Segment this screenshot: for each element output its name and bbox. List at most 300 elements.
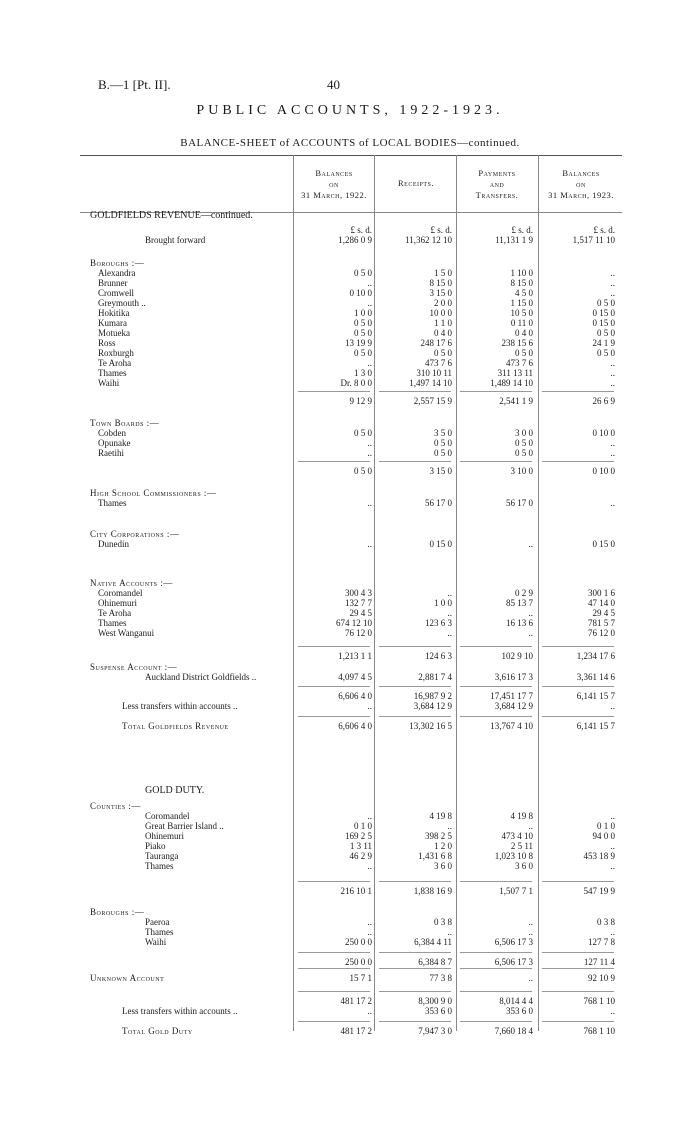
cell-value: .. bbox=[367, 861, 372, 871]
subtotal-rule bbox=[542, 991, 614, 992]
cell-value: 8,300 9 0 bbox=[418, 996, 452, 1006]
cell-value: .. bbox=[447, 628, 452, 638]
column-header-line: on bbox=[576, 179, 586, 189]
cell-value: .. bbox=[367, 811, 372, 821]
cell-value: 1 5 0 bbox=[434, 268, 452, 278]
row-label: City Corporations :— bbox=[90, 529, 180, 539]
cell-value: 238 15 6 bbox=[501, 338, 533, 348]
cell-value: 17,451 17 7 bbox=[490, 691, 533, 701]
subtotal-rule bbox=[460, 686, 532, 687]
cell-value: 11,131 1 9 bbox=[495, 235, 533, 245]
cell-value: 3 5 0 bbox=[434, 428, 452, 438]
table-row bbox=[0, 465, 700, 477]
cell-value: 16 13 6 bbox=[506, 618, 533, 628]
cell-value: 674 12 10 bbox=[336, 618, 372, 628]
row-label: Roxburgh bbox=[98, 348, 134, 358]
cell-value: 123 6 3 bbox=[425, 618, 452, 628]
cell-value: .. bbox=[610, 278, 615, 288]
table-row bbox=[0, 395, 700, 407]
cell-value: 0 5 0 bbox=[597, 348, 615, 358]
row-label: Native Accounts :— bbox=[90, 578, 173, 588]
cell-value: 1 0 0 bbox=[354, 308, 372, 318]
cell-value: .. bbox=[367, 438, 372, 448]
cell-value: .. bbox=[610, 438, 615, 448]
cell-value: 1,489 14 10 bbox=[490, 378, 533, 388]
row-label: Alexandra bbox=[98, 268, 136, 278]
cell-value: Dr. 8 0 0 bbox=[340, 378, 372, 388]
cell-value: .. bbox=[447, 608, 452, 618]
subtotal-rule bbox=[379, 716, 451, 717]
subtotal-rule bbox=[298, 461, 370, 462]
table-row bbox=[0, 720, 700, 732]
row-label: Town Boards :— bbox=[90, 418, 160, 428]
cell-value: 169 2 5 bbox=[345, 831, 372, 841]
column-header bbox=[541, 168, 621, 201]
cell-value: 300 4 3 bbox=[345, 588, 372, 598]
cell-value: 0 1 0 bbox=[597, 821, 615, 831]
page-title: PUBLIC ACCOUNTS, 1922-1923. bbox=[196, 103, 504, 118]
cell-value: 781 5 7 bbox=[588, 618, 615, 628]
subtotal-rule bbox=[542, 952, 614, 953]
table-row bbox=[0, 972, 700, 984]
cell-value: 1,286 0 9 bbox=[338, 235, 372, 245]
row-label: Counties :— bbox=[90, 801, 141, 811]
subtotal-rule bbox=[460, 881, 532, 882]
unit-label: £ s. d. bbox=[430, 225, 452, 235]
cell-value: 127 7 8 bbox=[588, 937, 615, 947]
cell-value: 0 5 0 bbox=[354, 268, 372, 278]
section-heading-goldfields: GOLDFIELDS REVENUE—continued. bbox=[90, 210, 253, 221]
cell-value: 1,213 1 1 bbox=[338, 651, 372, 661]
row-label: Te Aroha bbox=[98, 608, 132, 618]
cell-value: 248 17 6 bbox=[420, 338, 452, 348]
cell-value: .. bbox=[610, 268, 615, 278]
cell-value: .. bbox=[610, 498, 615, 508]
column-header-line: Balances bbox=[315, 168, 353, 178]
table-row bbox=[0, 1025, 700, 1037]
cell-value: .. bbox=[367, 278, 372, 288]
cell-value: .. bbox=[447, 821, 452, 831]
table-row bbox=[0, 377, 700, 389]
cell-value: 29 4 5 bbox=[349, 608, 372, 618]
cell-value: 3 10 0 bbox=[510, 466, 533, 476]
cell-value: 3,684 12 9 bbox=[413, 701, 452, 711]
table-row bbox=[0, 671, 700, 683]
row-label: Ohinemuri bbox=[145, 831, 184, 841]
subtotal-rule bbox=[460, 968, 532, 969]
row-label: Unknown Account bbox=[90, 973, 165, 983]
cell-value: .. bbox=[610, 701, 615, 711]
cell-value: 1 0 0 bbox=[434, 598, 452, 608]
cell-value: 0 5 0 bbox=[354, 328, 372, 338]
unit-label: £ s. d. bbox=[593, 225, 615, 235]
row-label: Coromandel bbox=[98, 588, 143, 598]
subtotal-rule bbox=[379, 881, 451, 882]
cell-value: 3,684 12 9 bbox=[494, 701, 533, 711]
cell-value: 76 12 0 bbox=[345, 628, 372, 638]
subtotal-rule bbox=[379, 968, 451, 969]
cell-value: 3 6 0 bbox=[515, 861, 533, 871]
subtotal-rule bbox=[379, 952, 451, 953]
cell-value: 250 0 0 bbox=[345, 937, 372, 947]
table-row bbox=[0, 627, 700, 639]
cell-value: .. bbox=[367, 917, 372, 927]
subtotal-rule bbox=[542, 391, 614, 392]
table-row bbox=[0, 538, 700, 550]
row-label: Piako bbox=[145, 841, 166, 851]
cell-value: 768 1 10 bbox=[583, 1026, 615, 1036]
subtotal-rule bbox=[298, 968, 370, 969]
cell-value: 353 6 0 bbox=[506, 1006, 533, 1016]
row-label: Great Barrier Island .. bbox=[145, 821, 224, 831]
table-row bbox=[0, 234, 700, 246]
subtotal-rule bbox=[542, 1021, 614, 1022]
cell-value: 0 15 0 bbox=[592, 539, 615, 549]
row-label: Ross bbox=[98, 338, 116, 348]
table-row bbox=[0, 700, 700, 712]
cell-value: 0 15 0 bbox=[592, 318, 615, 328]
cell-value: 0 5 0 bbox=[354, 428, 372, 438]
cell-value: 398 2 5 bbox=[425, 831, 452, 841]
cell-value: 6,506 17 3 bbox=[494, 957, 533, 967]
cell-value: .. bbox=[610, 358, 615, 368]
cell-value: 8,014 4 4 bbox=[499, 996, 533, 1006]
cell-value: 92 10 9 bbox=[588, 973, 615, 983]
row-label: Total Gold Duty bbox=[122, 1026, 193, 1036]
cell-value: 26 6 9 bbox=[592, 396, 615, 406]
column-header bbox=[459, 168, 535, 201]
cell-value: .. bbox=[447, 927, 452, 937]
cell-value: 0 5 0 bbox=[354, 348, 372, 358]
cell-value: .. bbox=[367, 448, 372, 458]
cell-value: .. bbox=[528, 628, 533, 638]
row-label: High School Commissioners :— bbox=[90, 488, 217, 498]
cell-value: 2,557 15 9 bbox=[413, 396, 452, 406]
cell-value: 481 17 2 bbox=[340, 1026, 372, 1036]
cell-value: 0 5 0 bbox=[597, 298, 615, 308]
row-label: Thames bbox=[145, 861, 174, 871]
subtotal-rule bbox=[460, 646, 532, 647]
cell-value: .. bbox=[367, 498, 372, 508]
cell-value: 353 6 0 bbox=[425, 1006, 452, 1016]
cell-value: 0 3 8 bbox=[434, 917, 452, 927]
cell-value: 1 3 11 bbox=[349, 841, 372, 851]
cell-value: 4 5 0 bbox=[515, 288, 533, 298]
row-label: Thames bbox=[98, 368, 127, 378]
row-label: Less transfers within accounts .. bbox=[122, 701, 238, 711]
subtotal-rule bbox=[379, 686, 451, 687]
cell-value: 124 6 3 bbox=[425, 651, 452, 661]
cell-value: 473 7 6 bbox=[506, 358, 533, 368]
cell-value: 453 18 9 bbox=[583, 851, 615, 861]
column-header bbox=[297, 168, 371, 201]
cell-value: 6,506 17 3 bbox=[494, 937, 533, 947]
cell-value: 11,362 12 10 bbox=[405, 235, 452, 245]
subtotal-rule bbox=[460, 391, 532, 392]
column-header-line: Receipts. bbox=[398, 178, 434, 188]
cell-value: 9 12 9 bbox=[349, 396, 372, 406]
row-label: Boroughs :— bbox=[90, 258, 145, 268]
cell-value: .. bbox=[528, 917, 533, 927]
cell-value: .. bbox=[610, 861, 615, 871]
row-label: West Wanganui bbox=[98, 628, 155, 638]
cell-value: .. bbox=[610, 448, 615, 458]
cell-value: 1 15 0 bbox=[510, 298, 533, 308]
cell-value: .. bbox=[610, 841, 615, 851]
cell-value: .. bbox=[610, 811, 615, 821]
cell-value: 3,616 17 3 bbox=[494, 672, 533, 682]
cell-value: 547 19 9 bbox=[583, 886, 615, 896]
column-header-line: and bbox=[489, 179, 505, 189]
subtotal-rule bbox=[542, 968, 614, 969]
cell-value: 132 7 7 bbox=[345, 598, 372, 608]
cell-value: 6,606 4 0 bbox=[338, 721, 372, 731]
cell-value: 13,767 4 10 bbox=[490, 721, 533, 731]
cell-value: .. bbox=[367, 701, 372, 711]
cell-value: .. bbox=[610, 288, 615, 298]
cell-value: .. bbox=[528, 927, 533, 937]
row-label: Brought forward bbox=[145, 235, 206, 245]
subtotal-rule bbox=[542, 716, 614, 717]
subtotal-rule bbox=[379, 461, 451, 462]
row-label: Cobden bbox=[98, 428, 126, 438]
row-label: Raetihi bbox=[98, 448, 124, 458]
table-row bbox=[0, 497, 700, 509]
cell-value: 6,384 4 11 bbox=[414, 937, 452, 947]
cell-value: 6,141 15 7 bbox=[576, 691, 615, 701]
cell-value: 13 19 9 bbox=[345, 338, 372, 348]
table-row bbox=[0, 1005, 700, 1017]
cell-value: 300 1 6 bbox=[588, 588, 615, 598]
cell-value: 8 15 0 bbox=[429, 278, 452, 288]
cell-value: 1,838 16 9 bbox=[413, 886, 452, 896]
row-label: Auckland District Goldfields .. bbox=[145, 672, 257, 682]
cell-value: 2,541 1 9 bbox=[499, 396, 533, 406]
row-label: Kumara bbox=[98, 318, 127, 328]
cell-value: 77 3 8 bbox=[429, 973, 452, 983]
cell-value: 0 10 0 bbox=[592, 466, 615, 476]
table-row bbox=[0, 885, 700, 897]
row-label: Cromwell bbox=[98, 288, 134, 298]
cell-value: 4 19 8 bbox=[510, 811, 533, 821]
table-row bbox=[0, 956, 700, 968]
cell-value: .. bbox=[367, 539, 372, 549]
subtotal-rule bbox=[542, 461, 614, 462]
subtotal-rule bbox=[542, 646, 614, 647]
cell-value: 1 3 0 bbox=[354, 368, 372, 378]
column-header-line: 31 March, 1923. bbox=[548, 190, 614, 200]
subtotal-rule bbox=[460, 716, 532, 717]
table-row bbox=[0, 860, 700, 872]
cell-value: 0 11 0 bbox=[510, 318, 533, 328]
cell-value: .. bbox=[528, 973, 533, 983]
cell-value: 0 4 0 bbox=[515, 328, 533, 338]
row-label: Greymouth .. bbox=[98, 298, 146, 308]
column-header-line: Transfers. bbox=[475, 190, 519, 200]
subtotal-rule bbox=[542, 881, 614, 882]
row-label: Opunake bbox=[98, 438, 131, 448]
cell-value: 24 1 9 bbox=[592, 338, 615, 348]
cell-value: 0 5 0 bbox=[354, 318, 372, 328]
cell-value: 4 19 8 bbox=[429, 811, 452, 821]
cell-value: 0 5 0 bbox=[354, 466, 372, 476]
subtotal-rule bbox=[460, 991, 532, 992]
cell-value: 7,947 3 0 bbox=[418, 1026, 452, 1036]
cell-value: 3 15 0 bbox=[429, 466, 452, 476]
row-label: Waihi bbox=[98, 378, 120, 388]
column-header-line: 31 March, 1922. bbox=[301, 190, 367, 200]
row-label: Hokitika bbox=[98, 308, 130, 318]
row-label: Coromandel bbox=[145, 811, 190, 821]
cell-value: 768 1 10 bbox=[583, 996, 615, 1006]
cell-value: 3 0 0 bbox=[515, 428, 533, 438]
cell-value: 0 10 0 bbox=[349, 288, 372, 298]
row-label: Thames bbox=[98, 498, 127, 508]
subtotal-rule bbox=[379, 1021, 451, 1022]
unit-label: £ s. d. bbox=[511, 225, 533, 235]
cell-value: 473 4 10 bbox=[501, 831, 533, 841]
section-heading-gold-duty: GOLD DUTY. bbox=[145, 785, 205, 796]
cell-value: 2 5 11 bbox=[510, 841, 533, 851]
subtotal-rule bbox=[298, 952, 370, 953]
page-number: 40 bbox=[327, 77, 340, 92]
cell-value: 0 5 0 bbox=[597, 328, 615, 338]
subtotal-rule bbox=[379, 391, 451, 392]
row-label: Thames bbox=[145, 927, 174, 937]
report-reference: B.—1 [Pt. II]. bbox=[98, 77, 171, 92]
cell-value: 0 5 0 bbox=[434, 438, 452, 448]
row-label: Less transfers within accounts .. bbox=[122, 1006, 238, 1016]
cell-value: 13,302 16 5 bbox=[409, 721, 452, 731]
subtotal-rule bbox=[298, 391, 370, 392]
row-label: Thames bbox=[98, 618, 127, 628]
cell-value: 6,141 15 7 bbox=[576, 721, 615, 731]
cell-value: 0 4 0 bbox=[434, 328, 452, 338]
cell-value: 0 10 0 bbox=[592, 428, 615, 438]
cell-value: 56 17 0 bbox=[506, 498, 533, 508]
subtotal-rule bbox=[298, 991, 370, 992]
row-label: Tauranga bbox=[145, 851, 179, 861]
cell-value: 1,517 11 10 bbox=[572, 235, 615, 245]
subtotal-rule bbox=[460, 1021, 532, 1022]
cell-value: .. bbox=[528, 539, 533, 549]
cell-value: .. bbox=[610, 368, 615, 378]
cell-value: .. bbox=[610, 927, 615, 937]
cell-value: 127 11 4 bbox=[583, 957, 615, 967]
table-row bbox=[0, 447, 700, 459]
cell-value: 47 14 0 bbox=[588, 598, 615, 608]
subtotal-rule bbox=[379, 991, 451, 992]
subtotal-rule bbox=[298, 646, 370, 647]
cell-value: 481 17 2 bbox=[340, 996, 372, 1006]
cell-value: .. bbox=[528, 608, 533, 618]
cell-value: 7,660 18 4 bbox=[494, 1026, 533, 1036]
row-label: Motueka bbox=[98, 328, 130, 338]
cell-value: 473 7 6 bbox=[425, 358, 452, 368]
subtotal-rule bbox=[298, 716, 370, 717]
row-label: Brunner bbox=[98, 278, 128, 288]
cell-value: 1,023 10 8 bbox=[494, 851, 533, 861]
cell-value: 76 12 0 bbox=[588, 628, 615, 638]
column-header bbox=[377, 178, 455, 189]
cell-value: 1,431 6 8 bbox=[418, 851, 452, 861]
subtotal-rule bbox=[542, 686, 614, 687]
cell-value: 0 5 0 bbox=[515, 448, 533, 458]
cell-value: 10 0 0 bbox=[429, 308, 452, 318]
subtotal-rule bbox=[298, 1021, 370, 1022]
cell-value: 216 10 1 bbox=[340, 886, 372, 896]
cell-value: 10 5 0 bbox=[510, 308, 533, 318]
cell-value: 94 0 0 bbox=[592, 831, 615, 841]
unit-label: £ s. d. bbox=[350, 225, 372, 235]
cell-value: .. bbox=[367, 1006, 372, 1016]
cell-value: 0 15 0 bbox=[429, 539, 452, 549]
cell-value: .. bbox=[447, 588, 452, 598]
cell-value: 15 7 1 bbox=[349, 973, 372, 983]
cell-value: 6,606 4 0 bbox=[338, 691, 372, 701]
row-label: Suspense Account :— bbox=[90, 662, 178, 672]
row-label: Dunedin bbox=[98, 539, 129, 549]
subtotal-rule bbox=[460, 461, 532, 462]
cell-value: 1,497 14 10 bbox=[409, 378, 452, 388]
table-row bbox=[0, 936, 700, 948]
cell-value: 0 3 8 bbox=[597, 917, 615, 927]
row-label: Te Aroha bbox=[98, 358, 132, 368]
cell-value: 1 1 0 bbox=[434, 318, 452, 328]
cell-value: .. bbox=[528, 821, 533, 831]
cell-value: 0 1 0 bbox=[354, 821, 372, 831]
row-label: Paeroa bbox=[145, 917, 170, 927]
cell-value: .. bbox=[367, 358, 372, 368]
cell-value: 102 9 10 bbox=[501, 651, 533, 661]
cell-value: .. bbox=[367, 927, 372, 937]
cell-value: 85 13 7 bbox=[506, 598, 533, 608]
cell-value: 3,361 14 6 bbox=[576, 672, 615, 682]
column-header-line: on bbox=[329, 179, 339, 189]
cell-value: 56 17 0 bbox=[425, 498, 452, 508]
cell-value: 29 4 5 bbox=[592, 608, 615, 618]
cell-value: .. bbox=[610, 378, 615, 388]
cell-value: 1,234 17 6 bbox=[576, 651, 615, 661]
row-label: Ohinemuri bbox=[98, 598, 137, 608]
cell-value: 3 6 0 bbox=[434, 861, 452, 871]
cell-value: .. bbox=[610, 1006, 615, 1016]
cell-value: 1,507 7 1 bbox=[499, 886, 533, 896]
cell-value: 1 10 0 bbox=[510, 268, 533, 278]
cell-value: 0 2 9 bbox=[515, 588, 533, 598]
subtotal-rule bbox=[460, 952, 532, 953]
cell-value: 2 0 0 bbox=[434, 298, 452, 308]
cell-value: 6,384 8 7 bbox=[418, 957, 452, 967]
row-label: Boroughs :— bbox=[90, 907, 145, 917]
cell-value: 0 5 0 bbox=[434, 448, 452, 458]
subtotal-rule bbox=[298, 686, 370, 687]
cell-value: 1 2 0 bbox=[434, 841, 452, 851]
cell-value: 46 2 9 bbox=[349, 851, 372, 861]
subtotal-rule bbox=[298, 881, 370, 882]
cell-value: 0 5 0 bbox=[515, 438, 533, 448]
column-header-line: Payments bbox=[478, 168, 516, 178]
cell-value: 8 15 0 bbox=[510, 278, 533, 288]
cell-value: 16,987 9 2 bbox=[413, 691, 452, 701]
cell-value: 2,881 7 4 bbox=[418, 672, 452, 682]
cell-value: 0 5 0 bbox=[434, 348, 452, 358]
cell-value: .. bbox=[367, 298, 372, 308]
cell-value: 250 0 0 bbox=[345, 957, 372, 967]
cell-value: 3 15 0 bbox=[429, 288, 452, 298]
cell-value: 4,097 4 5 bbox=[338, 672, 372, 682]
cell-value: 311 13 11 bbox=[497, 368, 533, 378]
